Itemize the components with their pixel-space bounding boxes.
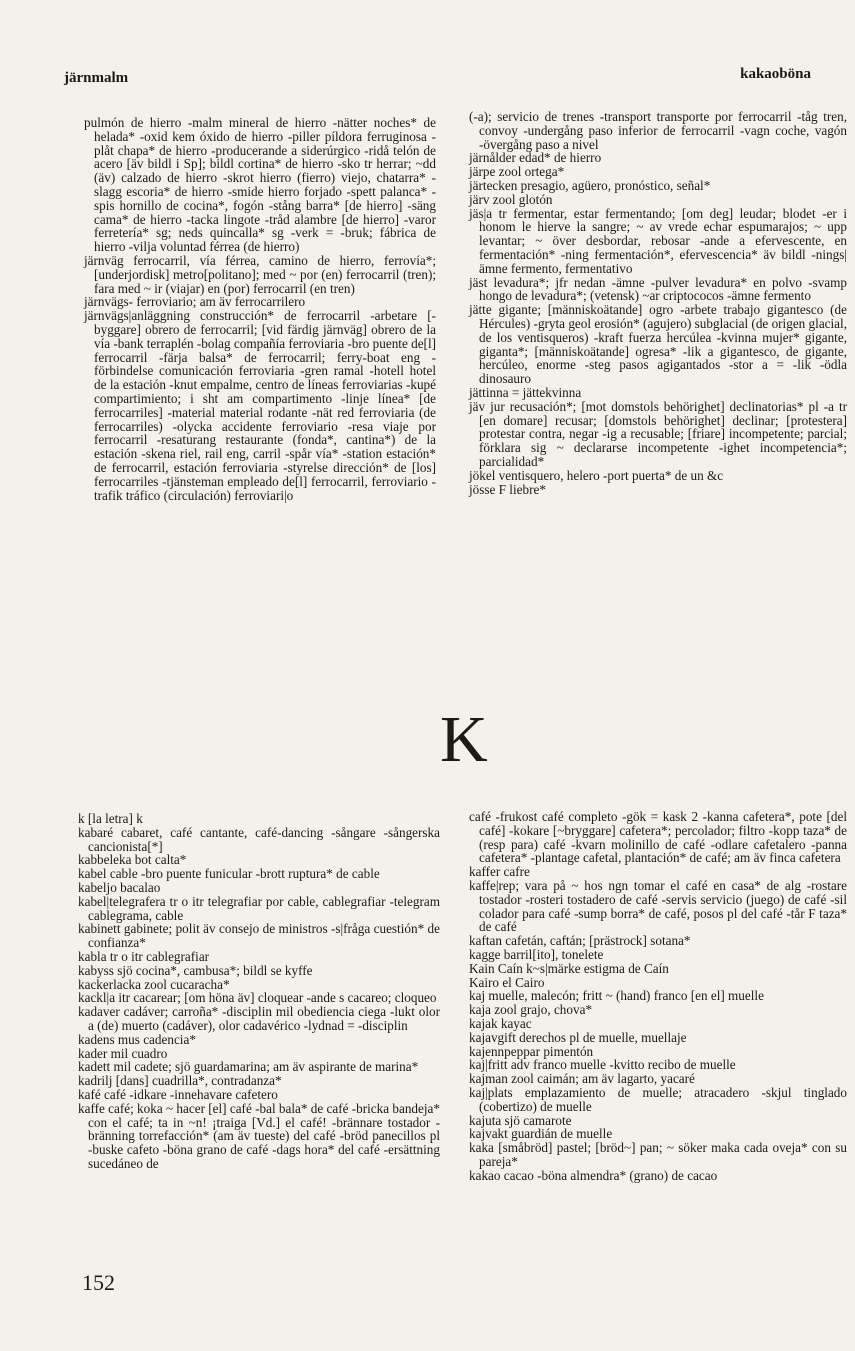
right-guide-word: kakaoböna	[740, 66, 811, 82]
entry: kajak kayac	[469, 1015, 532, 1031]
entry: kajennpeppar pimentón	[469, 1043, 594, 1059]
entry: Kairo el Cairo	[469, 974, 545, 990]
entry: kackl|a itr cacarear; [om höna äv] cloquear -ande s cacareo; cloqueo	[78, 990, 437, 1006]
entry: k [la letra] k	[78, 811, 143, 826]
entry: kabeljo bacalao	[78, 879, 161, 895]
entry: kabel|telegrafera tr o itr telegrafiar por cable, cablegrafiar -telegram cablegrama, cable	[78, 893, 440, 923]
entry: kaj|fritt adv franco muelle -kvitto recibo de muelle	[469, 1057, 736, 1073]
entry: jösse F liebre*	[469, 481, 546, 497]
entry: kajuta sjö camarote	[469, 1112, 572, 1128]
entry: jäv jur recusación*; [mot domstols behörighet] declinatorias* pl -a tr [en domare] recusar; [domstols behörighet] declinar; [protestera] protestar contra, negar -ig a recusable; [friare] incompetente; parcial; förklara sig ~ declararse incompetente -ighet incompetencia*; parcialidad*	[469, 398, 847, 469]
entry: kaka [småbröd] pastel; [bröd~] pan; ~ söker maka cada oveja* con su pareja*	[469, 1140, 847, 1169]
entry: kaftan cafetán, caftán; [prästrock] sotana*	[469, 933, 691, 949]
entry: järv zool glotón	[469, 191, 553, 207]
entry: Kain Caín k~s|märke estigma de Caín	[469, 960, 669, 976]
entry: kackerlacka zool cucaracha*	[78, 976, 230, 992]
entry: kajvakt guardián de muelle	[469, 1126, 613, 1142]
entry: jäst levadura*; jfr nedan -ämne -pulver levadura* en polvo -svamp hongo de levadura*; (vetensk) ~ar criptococos -ämne fermento	[469, 274, 847, 304]
entry: kabaré cabaret, café cantante, café-dancing -sångare -sångerska cancionista[*]	[78, 824, 440, 854]
entry: kadrilj [dans] cuadrilla*, contradanza*	[78, 1073, 282, 1089]
entry: kaffer cafre	[469, 864, 530, 880]
column-top-right	[469, 110, 847, 496]
entry: kabbeleka bot calta*	[78, 852, 187, 868]
entry: järnväg ferrocarril, vía férrea, camino de hierro, ferrovía*; [underjordisk] metro[politano]; med ~ por (en) ferrocarril (tren); fara med ~ ir (viajar) en (por) ferrocarril (en tren)	[84, 252, 436, 296]
entry: kaj|plats emplazamiento de muelle; atracadero -skjul tinglado (cobertizo) de muelle	[469, 1084, 847, 1114]
entry: kaffe café; koka ~ hacer [el] café -bal bala* de café -bricka bandeja* con el café; ta in ~n! ¡traiga [Vd.] el café! -brännare tostador -bränning torrefacción* (am äv tueste) del café -bröd panecillos pl -buske cafeto -böna grano de café -dags hora* del café -ersättning sucedáneo de	[78, 1100, 440, 1171]
entry: pulmón de hierro -malm mineral de hierro -nätter noches* de helada* -oxid kem óxido de hierro -piller píldora ferruginosa -plåt chapa* de hierro -producerande a siderúrgico -ridå telón de acero [äv bildl i Sp]; bildl cortina* de hierro -sko tr herrar; ~dd (äv) calzado de hierro -skrot hierro (fierro) viejo, chatarra* -slagg escoria* de hierro -smide hierro forjado -spett palanca* -spis hornillo de cocina*, fogón -stång barra* [de hierro] -säng cama* de hierro -tacka lingote -tråd alambre [de hierro] -varor ferretería* sg; neds quincalla* sg -verk = -bruk; fábrica de hierro -vilja voluntad férrea (de hierro)	[84, 115, 436, 255]
entry: kagge barril[ito], tonelete	[469, 946, 604, 962]
column-top-left	[84, 116, 436, 502]
entry: kajman zool caimán; am äv lagarto, yacaré	[469, 1071, 695, 1087]
column-bottom-left	[78, 812, 440, 1171]
entry: kabinett gabinete; polit äv consejo de ministros -s|fråga cuestión* de confianza*	[78, 921, 440, 951]
entry: kadett mil cadete; sjö guardamarina; am äv aspirante de marina*	[78, 1059, 419, 1075]
entry: jätte gigante; [människoätande] ogro -arbete trabajo gigantesco (de Hércules) -gryta geol erosión* (agujero) subglacial (de origen glacial, de los ventisqueros) -kraft fuerza hercúlea -kvinna mujer* gigante, giganta*; [människoätande] ogresa* -lik a gigantesco, de gigante, hercúleo, enorme -steg pasos agigantados -stor a = -lik -ödla dinosauro	[469, 302, 848, 387]
entry: kaffe|rep; vara på ~ hos ngn tomar el café en casa* de alg -rostare tostador -rosteri tostadero de café -servis servicio (juego) de café -sil colador para café -sump borra* de café, posos pl del café -tår F taza* de café	[469, 877, 847, 935]
entry: järnvägs- ferroviario; am äv ferrocarrilero	[84, 294, 306, 310]
entry: kajavgift derechos pl de muelle, muellaje	[469, 1029, 687, 1045]
entry: (-a); servicio de trenes -transport transporte por ferrocarril -tåg tren, convoy -undergång paso inferior de ferrocarril -vagn coche, vagón -övergång paso a nivel	[469, 109, 847, 152]
entry: kadens mus cadencia*	[78, 1031, 196, 1047]
entry: kabel cable -bro puente funicular -brott ruptura* de cable	[78, 866, 380, 882]
entry: jäs|a tr fermentar, estar fermentando; [om deg] leudar; blodet -er i honom le hierve la sangre; ~ av vrede echar espumarajos; ~ upp levantar; ~ över desbordar, rebosar -ande a efervescente, en fermentación* -ning fermentación*, efervescencia* äv bildl -nings|ämne fermento, fermentativo	[469, 205, 847, 276]
entry: kabyss sjö cocina*, cambusa*; bildl se kyffe	[78, 962, 313, 978]
entry: kadaver cadáver; carroña* -disciplin mil obediencia ciega -lukt olor a (de) muerto (cadáver), olor cadavérico -lydnad = -disciplin	[78, 1004, 440, 1033]
entry: järnålder edad* de hierro	[469, 150, 602, 166]
entry: järtecken presagio, agüero, pronóstico, señal*	[469, 177, 711, 193]
entry: jökel ventisquero, helero -port puerta* de un &c	[469, 467, 724, 483]
entry: kakao cacao -böna almendra* (grano) de cacao	[469, 1167, 718, 1183]
column-bottom-right	[469, 810, 847, 1183]
entry: järnvägs|anläggning construcción* de ferrocarril -arbetare [-byggare] obrero de ferrocarril; [vid färdig järnväg] obrero de la vía -bank terraplén -bolag compañía ferroviaria -bro puente de[l] ferrocarril -färja balsa* de ferrocarril; ferry-boat eng -förbindelse comunicación ferroviaria -gren ramal -hotell hotel de la estación -knut empalme, centro de líneas ferroviarias -kupé compartimiento; i sht am compartimento -linje línea* [de ferrocarriles] -material material rodante -nät red ferroviaria (de ferrocarriles) -olycka accidente ferroviario -resa viaje por ferrocarril -resaturang restaurante (fonda*, cantina*) de la estación -skena riel, rail eng, carril -spår vía* -station estación* de ferrocarril, estación ferroviaria -styrelse dirección* de [los] ferrocarriles -tjänsteman empleado de[l] ferrocarril, ferroviario -trafik tráfico (circulación) ferroviari|o	[84, 308, 436, 503]
entry: järpe zool ortega*	[469, 164, 565, 180]
entry: jättinna = jättekvinna	[469, 384, 582, 400]
section-letter: K	[440, 703, 488, 776]
page-number: 152	[82, 1270, 115, 1295]
entry: café -frukost café completo -gök = kask 2 -kanna cafetera*, pote [del café] -kokare [~bryggare] cafetera*; percolador; filtro -kopp taza* de (resp para) café -kvarn molinillo de café -odlare cafetalero -panna cafetera* -plantage cafetal, plantación* de café; am äv finca cafetera	[469, 809, 847, 866]
entry: kaja zool grajo, chova*	[469, 1002, 593, 1018]
entry: kafé café -idkare -innehavare cafetero	[78, 1086, 278, 1102]
entry: kabla tr o itr cablegrafiar	[78, 948, 210, 964]
entry: kaj muelle, malecón; fritt ~ (hand) franco [en el] muelle	[469, 988, 764, 1004]
entry: kader mil cuadro	[78, 1045, 168, 1061]
left-guide-word: järnmalm	[64, 70, 129, 86]
